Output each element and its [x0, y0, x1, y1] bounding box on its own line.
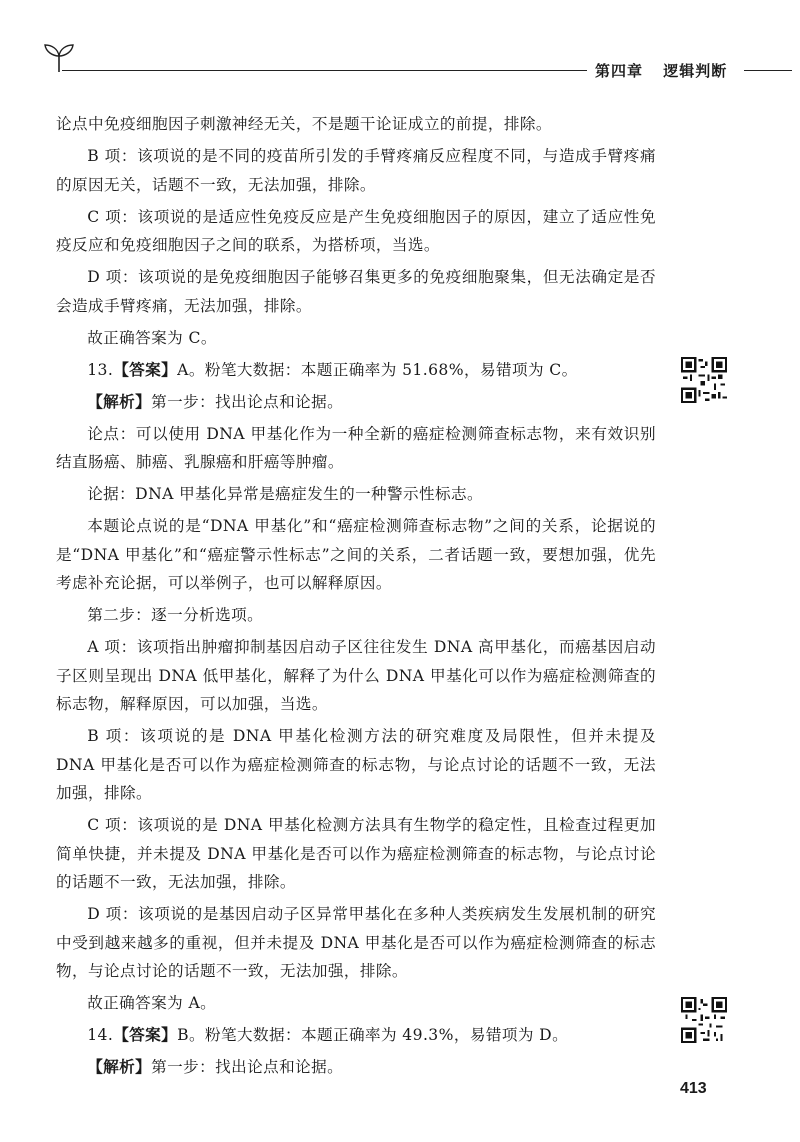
analysis-tag: 【解析】 — [87, 392, 152, 411]
paragraph: C 项：该项说的是 DNA 甲基化检测方法具有生物学的稳定性，且检查过程更加简单快捷，并未提及 DNA 甲基化是否可以作为癌症检测筛查的标志物，与论点讨论的话题不一致，无法加强，排除。 — [56, 816, 656, 891]
paragraph: 论点：可以使用 DNA 甲基化作为一种全新的癌症检测筛查标志物，来有效识别结直肠癌、肺癌、乳腺癌和肝癌等肿瘤。 — [56, 424, 656, 471]
answer-tag: 【答案】 — [113, 360, 178, 379]
paragraph: 论据：DNA 甲基化异常是癌症发生的一种警示性标志。 — [87, 485, 484, 503]
analysis-tag: 【解析】 — [87, 1058, 152, 1076]
answer-tag: 【答案】 — [113, 1026, 178, 1044]
analysis-text: 第一步：找出论点和论据。 — [151, 392, 344, 411]
question-number: 13. — [87, 360, 114, 379]
analysis-line — [56, 388, 656, 417]
answer-line-14 — [56, 1021, 656, 1050]
header-rule-left — [62, 70, 587, 71]
chapter-label: 第四章 — [595, 62, 644, 80]
paragraph: 本题论点说的是“DNA 甲基化”和“癌症检测筛查标志物”之间的关系，论据说的是“DNA 甲基化”和“癌症警示性标志”之间的关系，二者话题一致，要想加强，优先考虑补充论据，可以举例子，也可以解释原因。 — [56, 517, 656, 592]
qr-code-icon[interactable] — [681, 997, 727, 1043]
running-header — [595, 60, 741, 81]
paragraph: D 项：该项说的是免疫细胞因子能够召集更多的免疫细胞聚集，但无法确定是否会造成手臂疼痛，无法加强，排除。 — [56, 268, 656, 315]
paragraph: 故正确答案为 A。 — [87, 994, 217, 1012]
paragraph: 故正确答案为 C。 — [87, 328, 217, 347]
analysis-text: 第一步：找出论点和论据。 — [151, 1058, 344, 1076]
analysis-line — [56, 1053, 656, 1082]
qr-code-icon[interactable] — [681, 357, 727, 403]
header-rule-right — [744, 70, 792, 71]
paragraph: D 项：该项说的是基因启动子区异常甲基化在多种人类疾病发生发展机制的研究中受到越来越多的重视，但并未提及 DNA 甲基化是否可以作为癌症检测筛查的标志物，与论点讨论的话题不一致，无法加强，排除。 — [56, 905, 656, 980]
question-number: 14. — [87, 1026, 114, 1044]
section-label: 逻辑判断 — [663, 62, 728, 80]
page-body — [56, 110, 656, 1085]
answer-text: B。粉笔大数据：本题正确率为 49.3%，易错项为 D。 — [177, 1026, 569, 1044]
paragraph: 论点中免疫细胞因子刺激神经无关，不是题干论证成立的前提，排除。 — [56, 115, 552, 133]
paragraph: B 项：该项说的是 DNA 甲基化检测方法的研究难度及局限性，但并未提及 DNA 甲基化是否可以作为癌症检测筛查的标志物，与论点讨论的话题不一致，无法加强，排除。 — [56, 727, 656, 802]
page-number: 413 — [680, 1080, 707, 1097]
paragraph: A 项：该项指出肿瘤抑制基因启动子区往往发生 DNA 高甲基化，而癌基因启动子区则呈现出 DNA 低甲基化，解释了为什么 DNA 甲基化可以作为癌症检测筛查的标志物，解释原因，可以加强，当选。 — [56, 638, 656, 713]
paragraph: C 项：该项说的是适应性免疫反应是产生免疫细胞因子的原因，建立了适应性免疫反应和免疫细胞因子之间的联系，为搭桥项，当选。 — [56, 207, 656, 254]
paragraph: B 项：该项说的是不同的疫苗所引发的手臂疼痛反应程度不同，与造成手臂疼痛的原因无关，话题不一致，无法加强，排除。 — [56, 147, 656, 194]
answer-line-13 — [56, 356, 656, 385]
answer-text: A。粉笔大数据：本题正确率为 51.68%，易错项为 C。 — [177, 360, 578, 379]
paragraph: 第二步：逐一分析选项。 — [87, 606, 264, 624]
